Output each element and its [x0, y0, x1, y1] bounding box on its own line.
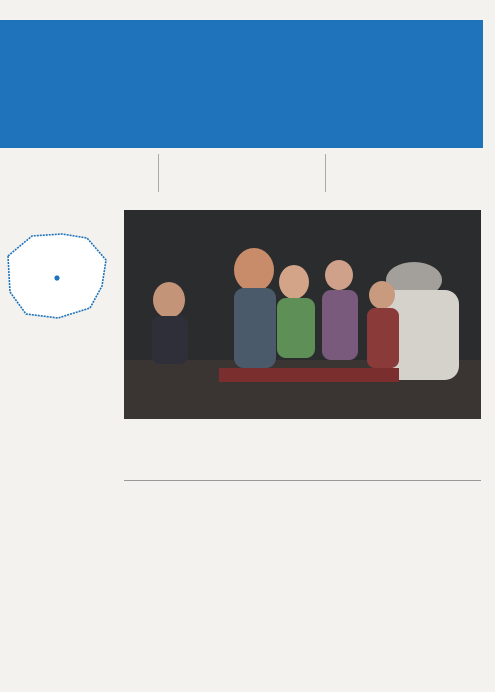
article-column-2 [246, 493, 354, 497]
center-marker [54, 275, 59, 280]
top-line [0, 0, 495, 18]
article-photo [124, 210, 481, 419]
left-sidebar [0, 200, 117, 690]
article-body [124, 493, 481, 688]
teaser-strip [0, 150, 483, 195]
article-column-1 [124, 493, 236, 503]
area-map [2, 226, 112, 322]
article-column-3 [367, 493, 479, 496]
section-banner [0, 20, 483, 148]
